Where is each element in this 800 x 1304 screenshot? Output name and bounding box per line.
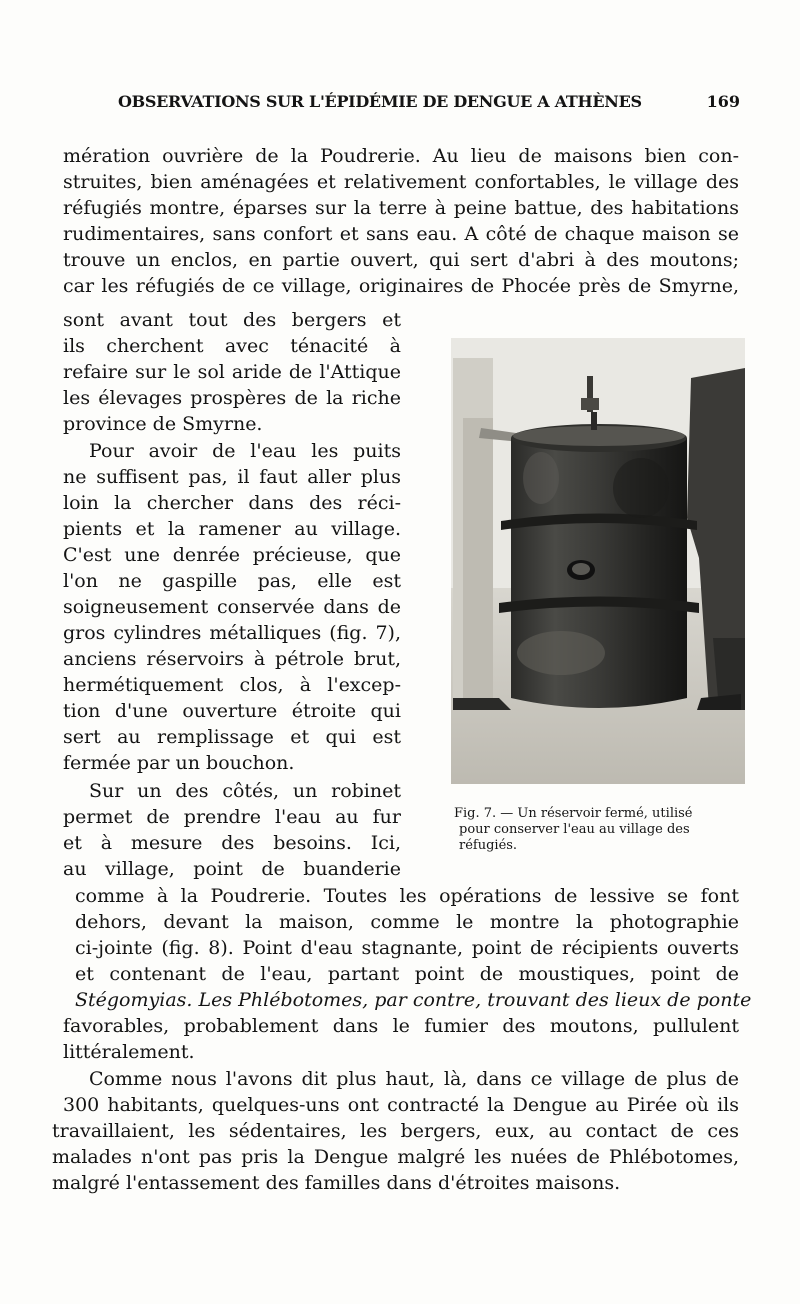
text-line: et à mesure des besoins. Ici, [63, 832, 401, 854]
text-line: rudimentaires, sans confort et sans eau. A côté de chaque maison se [63, 223, 739, 245]
text-line: Pour avoir de l'eau les puits [89, 440, 401, 462]
text-line: réfugiés montre, éparses sur la terre à peine battue, des habitations [63, 197, 739, 219]
text-line: ne suffisent pas, il faut aller plus [63, 466, 401, 488]
text-line: littéralement. [63, 1041, 195, 1063]
text-line: Comme nous l'avons dit plus haut, là, dans ce village de plus de [89, 1068, 739, 1090]
running-title: OBSERVATIONS SUR L'ÉPIDÉMIE DE DENGUE A ATHÈNES [118, 92, 642, 111]
text-line: refaire sur le sol aride de l'Attique [63, 361, 401, 383]
text-line: les élevages prospères de la riche [63, 387, 401, 409]
text-line: l'on ne gaspille pas, elle est [63, 570, 401, 592]
text-line: hermétiquement clos, à l'excep- [63, 674, 401, 696]
page-number: 169 [706, 92, 740, 111]
text-line: ils cherchent avec ténacité à [63, 335, 401, 357]
text-line: province de Smyrne. [63, 413, 263, 435]
text-line: malades n'ont pas pris la Dengue malgré les nuées de Phlébotomes, [52, 1146, 739, 1168]
text-line: sert au remplissage et qui est [63, 726, 401, 748]
text-line: ci-jointe (fig. 8). Point d'eau stagnante, point de récipients ouverts [75, 937, 739, 959]
text-line: fermée par un bouchon. [63, 752, 295, 774]
text-line: car les réfugiés de ce village, originaires de Phocée près de Smyrne, [63, 275, 739, 297]
text-line: 300 habitants, quelques-uns ont contracté la Dengue au Pirée où ils [63, 1094, 739, 1116]
running-head [118, 92, 740, 122]
text-line: pients et la ramener au village. [63, 518, 401, 540]
text-line: C'est une denrée précieuse, que [63, 544, 401, 566]
text-line: comme à la Poudrerie. Toutes les opérations de lessive se font [75, 885, 739, 907]
text-line: soigneusement conservée dans de [63, 596, 401, 618]
text-line: sont avant tout des bergers et [63, 309, 401, 331]
text-line: au village, point de buanderie [63, 858, 401, 880]
text-line: gros cylindres métalliques (fig. 7), [63, 622, 401, 644]
reservoir-photo [451, 338, 745, 784]
caption-line: Fig. 7. — Un réservoir fermé, utilisé [454, 806, 693, 821]
caption-line: réfugiés. [459, 838, 518, 853]
text-line: trouve un enclos, en partie ouvert, qui sert d'abri à des moutons; [63, 249, 739, 271]
text-line: Sur un des côtés, un robinet [89, 780, 401, 802]
text-line: mération ouvrière de la Poudrerie. Au lieu de maisons bien con- [63, 145, 739, 167]
text-line: et contenant de l'eau, partant point de moustiques, point de [75, 963, 739, 985]
text-line: dehors, devant la maison, comme le montre la photographie [75, 911, 739, 933]
text-line: favorables, probablement dans le fumier des moutons, pullulent [63, 1015, 739, 1037]
text-line: struites, bien aménagées et relativement confortables, le village des [63, 171, 739, 193]
text-line: permet de prendre l'eau au fur [63, 806, 401, 828]
caption-line: pour conserver l'eau au village des [459, 822, 690, 837]
figure-caption [425, 806, 743, 854]
text-line: malgré l'entassement des familles dans d'étroites maisons. [52, 1172, 621, 1194]
text-line: tion d'une ouverture étroite qui [63, 700, 401, 722]
text-line: travaillaient, les sédentaires, les bergers, eux, au contact de ces [52, 1120, 739, 1142]
text-line: Stégomyias. Les Phlébotomes, par contre, trouvant des lieux de ponte [75, 989, 752, 1011]
text-line: anciens réservoirs à pétrole brut, [63, 648, 401, 670]
text-line: loin la chercher dans des réci- [63, 492, 401, 514]
